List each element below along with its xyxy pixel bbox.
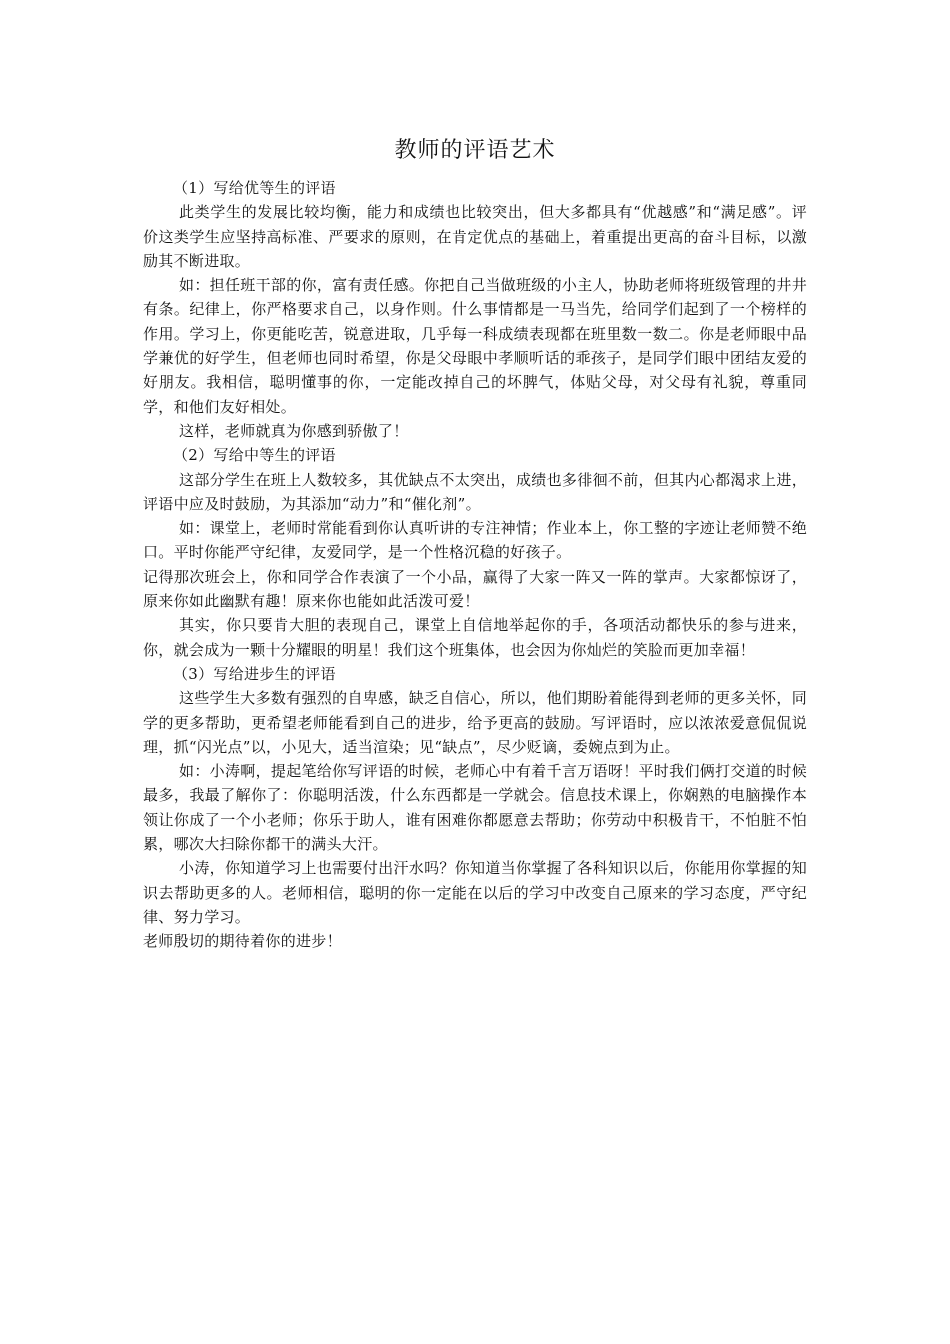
paragraph: 记得那次班会上，你和同学合作表演了一个小品，赢得了大家一阵又一阵的掌声。大家都惊讶了，原来你如此幽默有趣！原来你也能如此活泼可爱！ (143, 567, 807, 611)
section-heading-2: （2）写给中等生的评语 (173, 446, 336, 465)
document-body (143, 136, 807, 954)
paragraph: 这部分学生在班上人数较多，其优缺点不太突出，成绩也多徘徊不前，但其内心都渴求上进，评语中应及时鼓励，为其添加“动力”和“催化剂”。 (143, 470, 807, 513)
section-heading-3: （3）写给进步生的评语 (173, 664, 336, 683)
paragraph: 小涛，你知道学习上也需要付出汗水吗？你知道当你掌握了各科知识以后，你能用你掌握的知识去帮助更多的人。老师相信，聪明的你一定能在以后的学习中改变自己原来的学习态度，严守纪律、努力学习。 (143, 859, 807, 926)
paragraph: 如：担任班干部的你，富有责任感。你把自己当做班级的小主人，协助老师将班级管理的井井有条。纪律上，你严格要求自己，以身作则。什么事情都是一马当先，给同学们起到了一个榜样的作用。学习上，你更能吃苦，锐意进取，几乎每一科成绩表现都在班里数一数二。你是老师眼中品学兼优的好学生，但老师也同时希望，你是父母眼中孝顺听话的乖孩子，是同学们眼中团结友爱的好朋友。我相信，聪明懂事的你，一定能改掉自己的坏脾气，体贴父母，对父母有礼貌，尊重同学，和他们友好相处。 (143, 276, 807, 416)
paragraph: 其实，你只要肯大胆的表现自己，课堂上自信地举起你的手，各项活动都快乐的参与进来，你，就会成为一颗十分耀眼的明星！我们这个班集体，也会因为你灿烂的笑脸而更加幸福！ (143, 616, 807, 659)
paragraph: 此类学生的发展比较均衡，能力和成绩也比较突出，但大多都具有“优越感”和“满足感”。评价这类学生应坚持高标准、严要求的原则，在肯定优点的基础上，着重提出更高的奋斗目标，以激励其不断进取。 (143, 203, 807, 270)
paragraph: 这样，老师就真为你感到骄傲了！ (179, 421, 409, 440)
paragraph: 如：课堂上，老师时常能看到你认真听讲的专注神情；作业本上，你工整的字迹让老师赞不绝口。平时你能严守纪律，友爱同学，是一个性格沉稳的好孩子。 (143, 519, 807, 562)
paragraph: 老师殷切的期待着你的进步！ (143, 932, 342, 951)
document-title: 教师的评语艺术 (394, 138, 556, 163)
section-heading-1: （1）写给优等生的评语 (173, 179, 336, 197)
paragraph: 这些学生大多数有强烈的自卑感，缺乏自信心，所以，他们期盼着能得到老师的更多关怀，同学的更多帮助，更希望老师能看到自己的进步，给予更高的鼓励。写评语时，应以浓浓爱意侃侃说理，抓“闪光点”以，小见大，适当渲染；见“缺点”，尽少贬谪，委婉点到为止。 (143, 689, 807, 756)
paragraph: 如：小涛啊，提起笔给你写评语的时候，老师心中有着千言万语呀！平时我们俩打交道的时候最多，我最了解你了：你聪明活泼，什么东西都是一学就会。信息技术课上，你娴熟的电脑操作本领让你成了一个小老师；你乐于助人，谁有困难你都愿意去帮助；你劳动中积极肯干，不怕脏不怕累，哪次大扫除你都干的满头大汗。 (143, 762, 807, 854)
